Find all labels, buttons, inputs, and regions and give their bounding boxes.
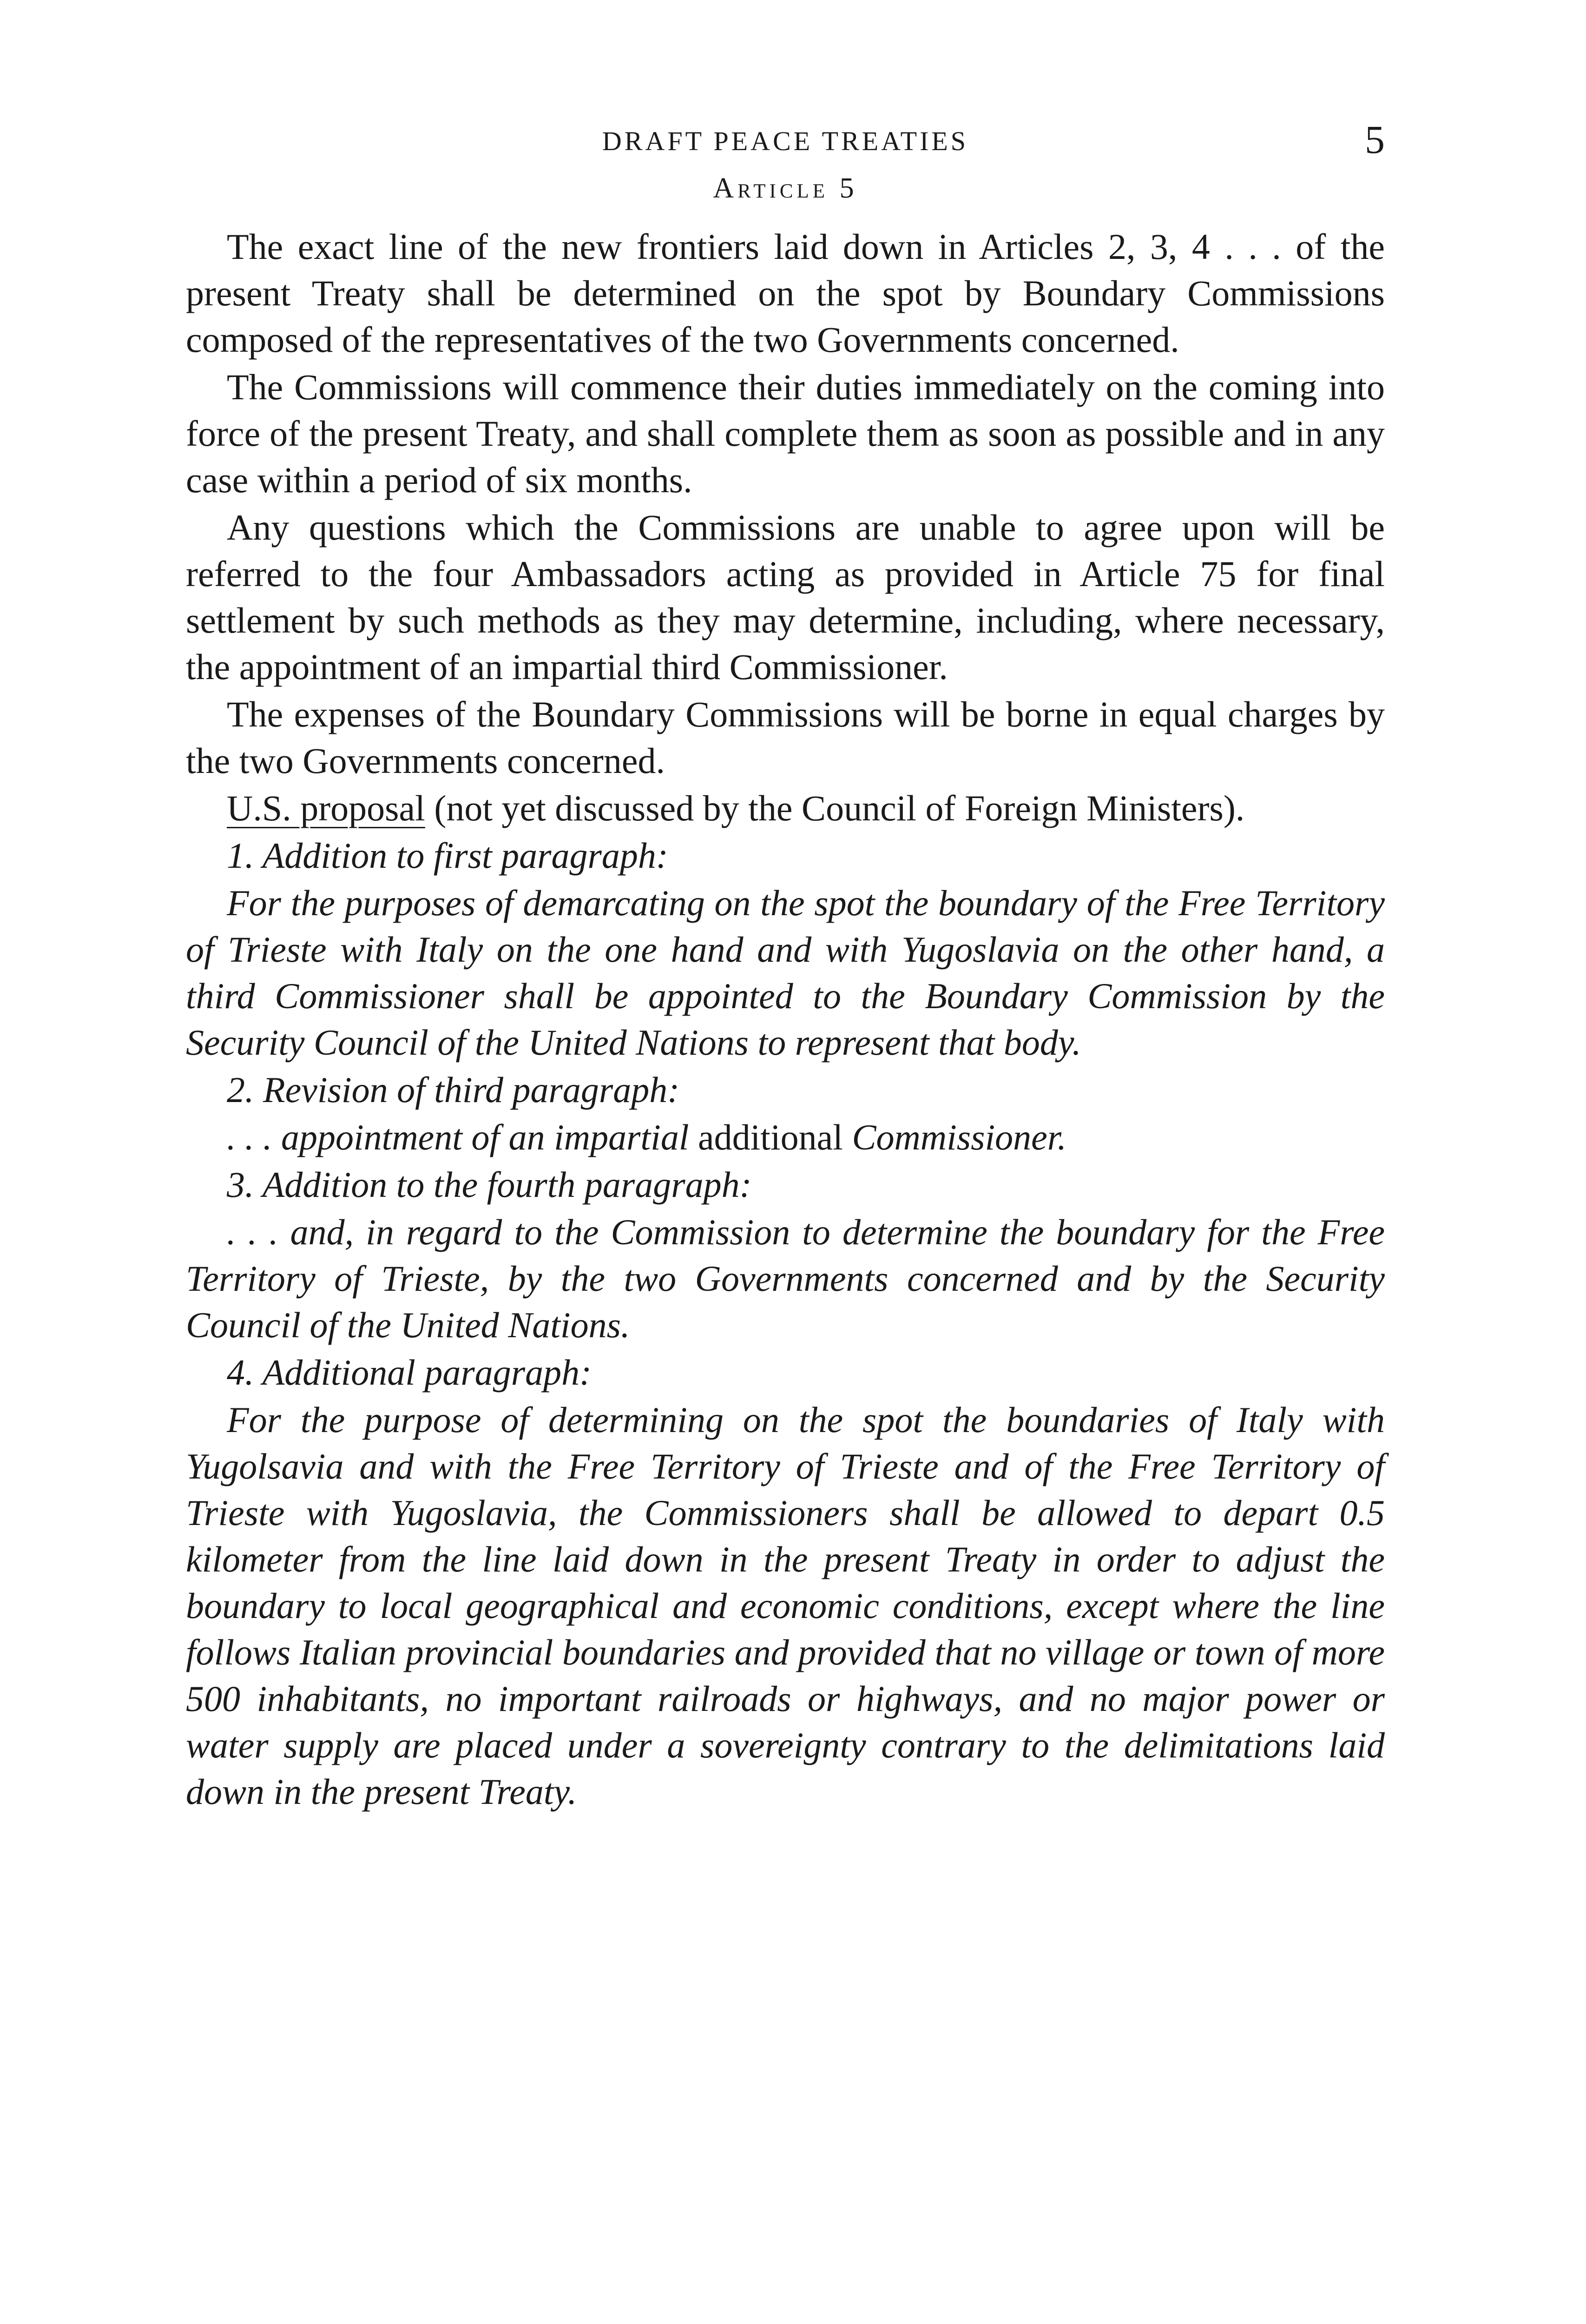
item-2-heading: 2. Revision of third paragraph:	[227, 1070, 680, 1110]
article-paragraph-3: Any questions which the Commissions are unable to agree upon will be referred to the four Ambassadors acting as provided in Article 75 for final settlement by such methods as they may determine, including, where necessary, the appointment of an impartial third Commissioner.	[186, 507, 1385, 687]
item-1-heading: 1. Addition to first paragraph:	[227, 835, 668, 876]
proposal-label: U.S. proposal	[227, 788, 425, 828]
article-heading: Article 5	[713, 172, 858, 204]
article-paragraph-4: The expenses of the Boundary Commissions will be borne in equal charges by the two Governments concerned.	[186, 694, 1385, 781]
item-4-text: For the purpose of determining on the spot the boundaries of Italy with Yugolsavia and with the Free Territory of Trieste and of the Free Territory of Trieste with Yugoslavia, the Commissioners shall be allowed to depart 0.5 kilometer from the line laid down in the present Treaty in order to adjust the boundary to local geographical and economic conditions, except where the line follows Italian provincial boundaries and provided that no village or town of more 500 inhabitants, no important railroads or highways, and no major power or water supply are placed under a sovereignty contrary to the delimitations laid down in the present Treaty.	[186, 1400, 1385, 1812]
item-2-text	[186, 1114, 1385, 1161]
running-title: DRAFT PEACE TREATIES	[602, 126, 969, 156]
document-page	[186, 116, 1385, 1816]
item-3-text: . . . and, in regard to the Commission to determine the boundary for the Free Territory of Trieste, by the two Governments concerned and by the Security Council of the United Nations.	[186, 1212, 1385, 1345]
item-4-heading: 4. Additional paragraph:	[227, 1352, 592, 1393]
proposal-intro	[186, 785, 1385, 832]
item-1-text: For the purposes of demarcating on the spot the boundary of the Free Territory of Trieste with Italy on the one hand and with Yugoslavia on the other hand, a third Commissioner shall be appointed to the Boundary Commission by the Security Council of the United Nations to represent that body.	[186, 883, 1385, 1063]
running-head	[186, 116, 1385, 167]
item-2-text-b: additional	[689, 1117, 852, 1157]
item-2-text-a: . . . appointment of an impartial	[227, 1117, 689, 1157]
article-body	[186, 224, 1385, 1815]
article-paragraph-1: The exact line of the new frontiers laid down in Articles 2, 3, 4 . . . of the present Treaty shall be determined on the spot by Boundary Commissions composed of the representatives of the two Governments concerned.	[186, 226, 1385, 360]
article-paragraph-2: The Commissions will commence their duties immediately on the coming into force of the present Treaty, and shall complete them as soon as possible and in any case within a period of six months.	[186, 367, 1385, 500]
page-number: 5	[1365, 117, 1385, 162]
proposal-note: (not yet discussed by the Council of Foreign Ministers).	[425, 788, 1245, 828]
item-3-heading: 3. Addition to the fourth paragraph:	[227, 1164, 752, 1205]
item-2-text-c: Commissioner.	[852, 1117, 1067, 1157]
